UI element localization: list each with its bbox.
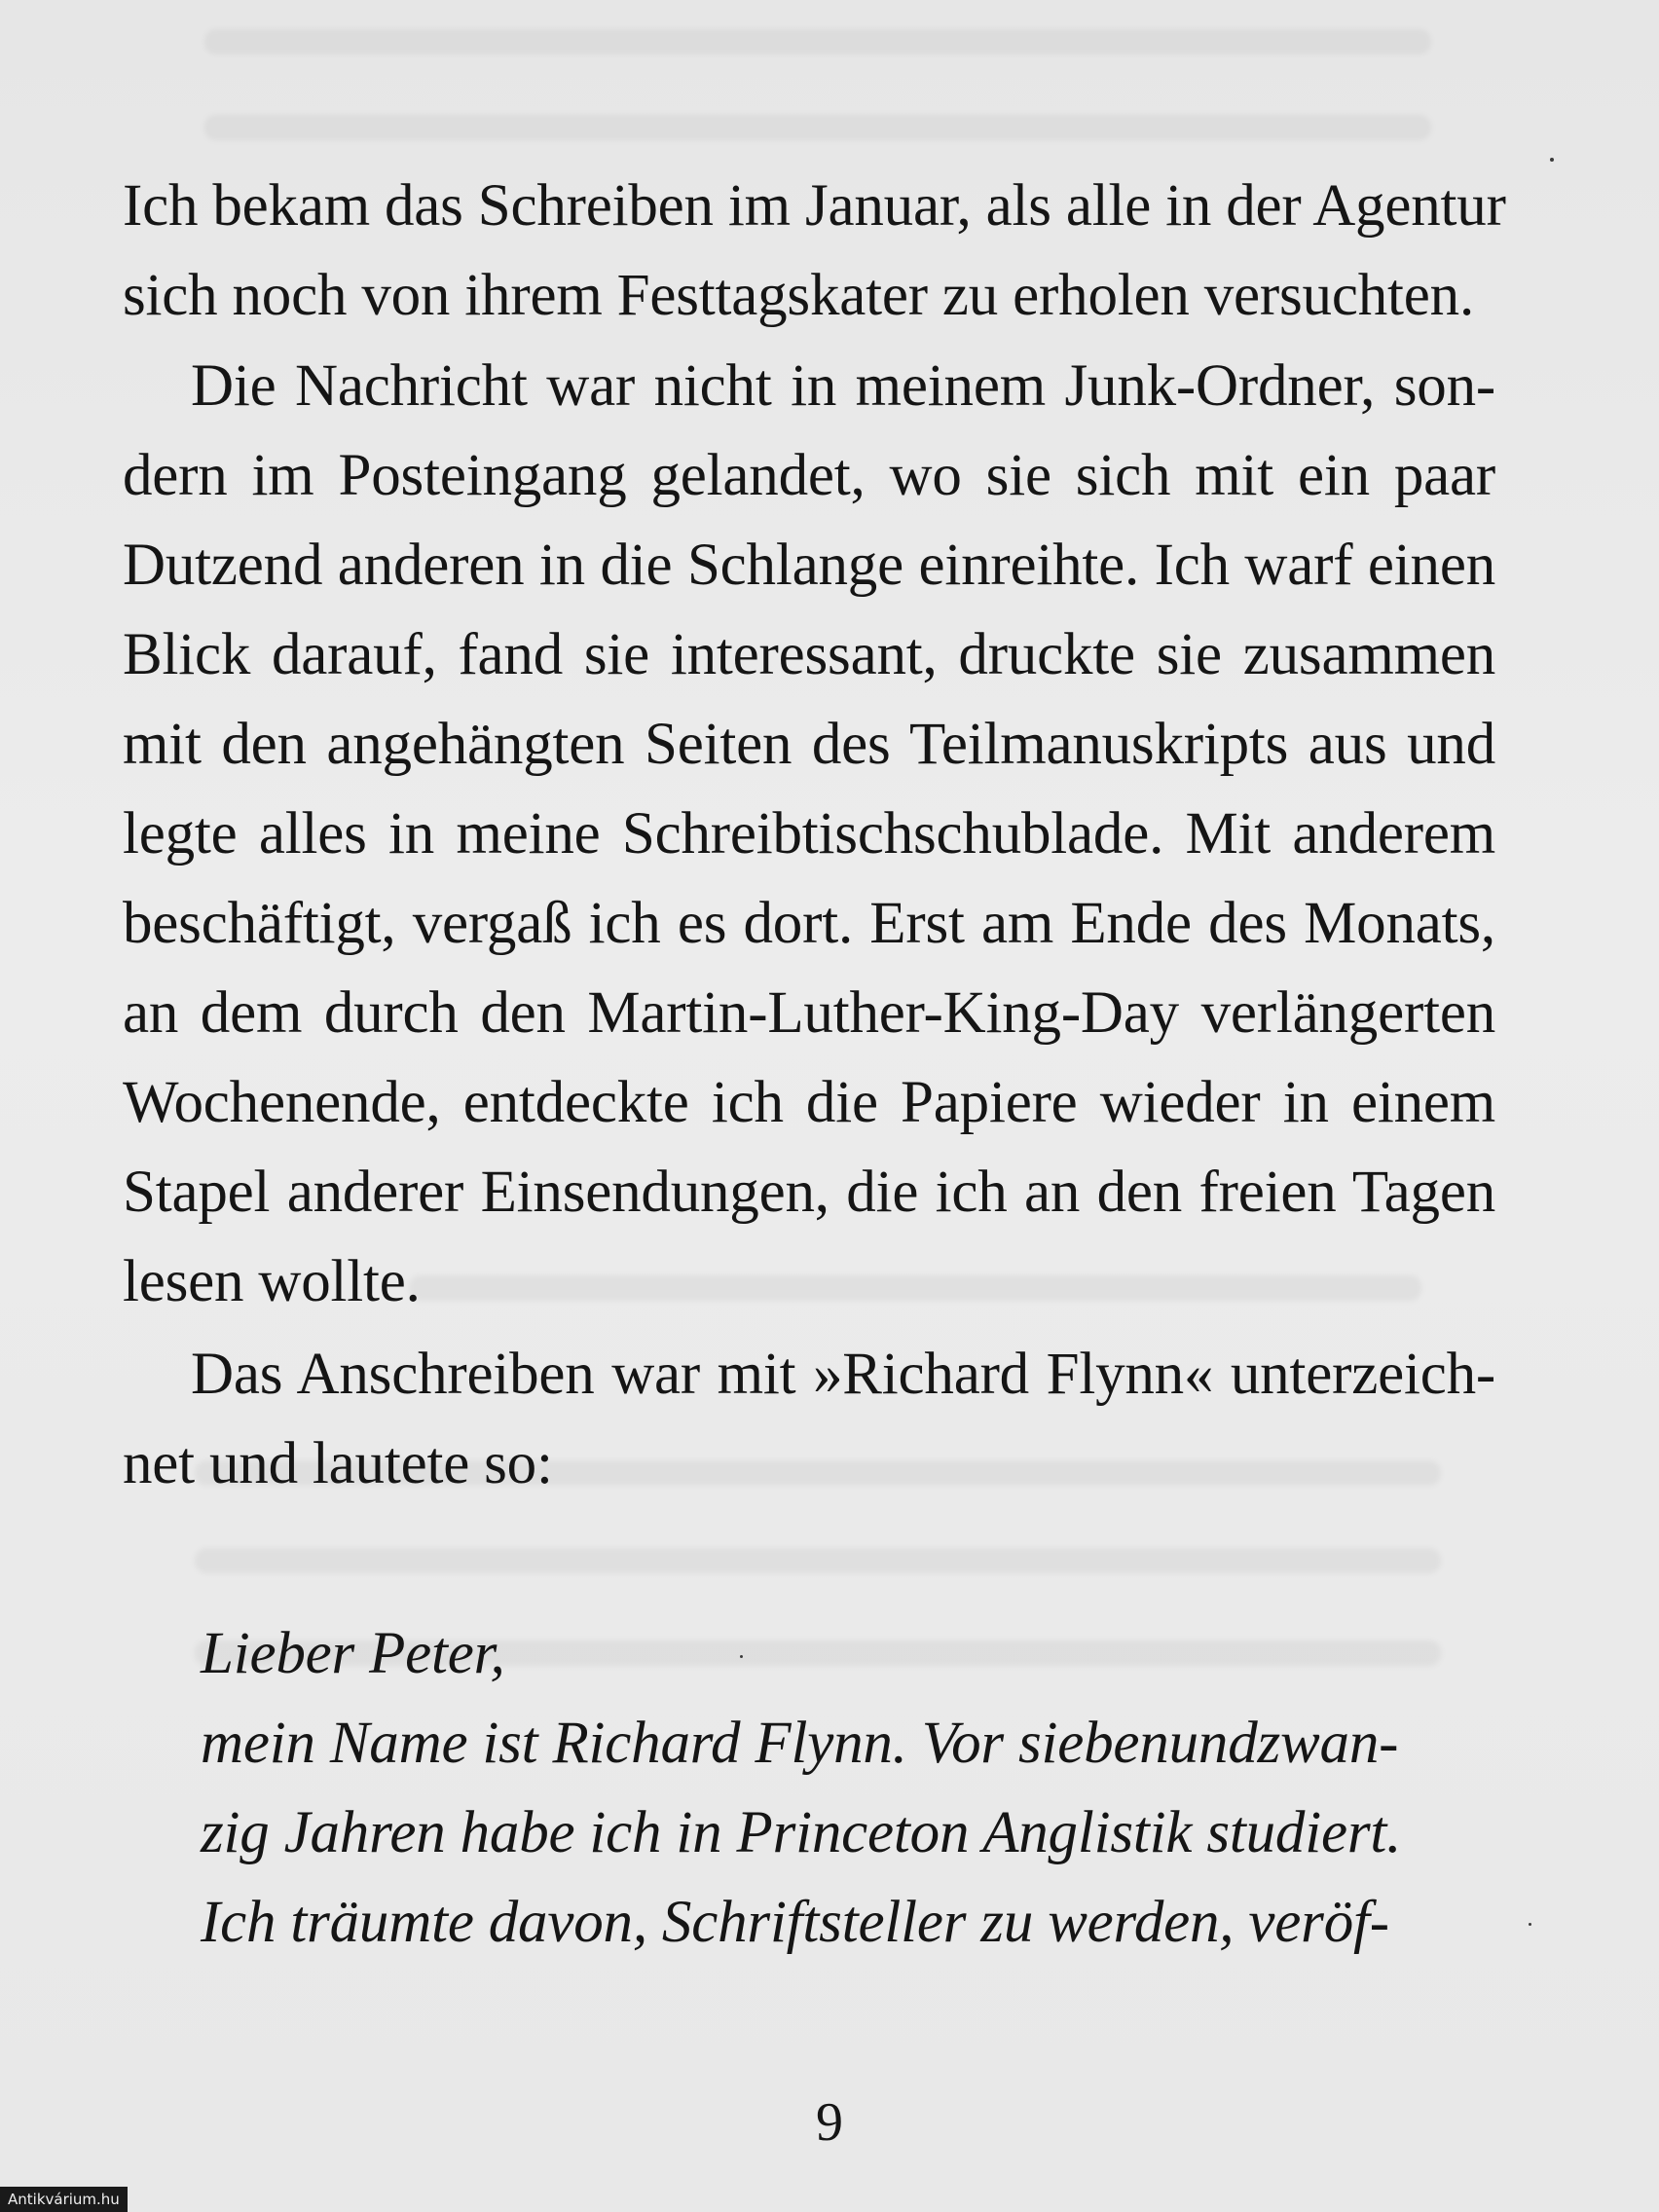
bleed-through-line [409,1275,1421,1301]
dust-speck [1550,158,1554,162]
bleed-through-line [195,1548,1441,1573]
text-line: Das Anschreiben war mit »Richard Flynn« unterzeich- [191,1342,1495,1407]
page-number: 9 [816,2092,843,2153]
text-line: Stapel anderer Einsendungen, die ich an den freien Tagen [123,1160,1495,1225]
text-line: beschäftigt, vergaß ich es dort. Erst am Ende des Monats, [123,891,1495,956]
text-line: mit den angehängten Seiten des Teilmanuskripts aus und [123,712,1495,777]
text-line: Wochenende, entdeckte ich die Papiere wieder in einem [123,1070,1495,1135]
text-line: lesen wollte. [123,1249,421,1314]
text-line: Dutzend anderen in die Schlange einreihte. Ich warf einen [123,533,1495,598]
letter-line: Ich träumte davon, Schriftsteller zu werden, veröf- [201,1890,1389,1955]
dust-speck [1529,1923,1531,1926]
text-line: Blick darauf, fand sie interessant, druckte sie zusammen [123,622,1495,687]
text-line: Die Nachricht war nicht in meinem Junk-Ordner, son- [191,353,1495,419]
bleed-through-line [204,115,1431,140]
text-line: Ich bekam das Schreiben im Januar, als alle in der Agentur [123,173,1506,239]
letter-line: zig Jahren habe ich in Princeton Anglistik studiert. [201,1800,1402,1865]
text-line: dern im Posteingang gelandet, wo sie sich mit ein paar [123,443,1495,508]
bleed-through-line [204,29,1431,55]
text-line: net und lautete so: [123,1431,553,1496]
text-line: legte alles in meine Schreibtischschublade. Mit anderem [123,801,1495,866]
watermark: Antikvárium.hu [0,2187,128,2212]
text-line: sich noch von ihrem Festtagskater zu erholen versuchten. [123,263,1474,328]
text-line: an dem durch den Martin-Luther-King-Day verlängerten [123,980,1495,1046]
letter-line: mein Name ist Richard Flynn. Vor siebenundzwan- [201,1711,1399,1776]
letter-salutation: Lieber Peter, [201,1621,505,1686]
dust-speck [740,1655,743,1658]
